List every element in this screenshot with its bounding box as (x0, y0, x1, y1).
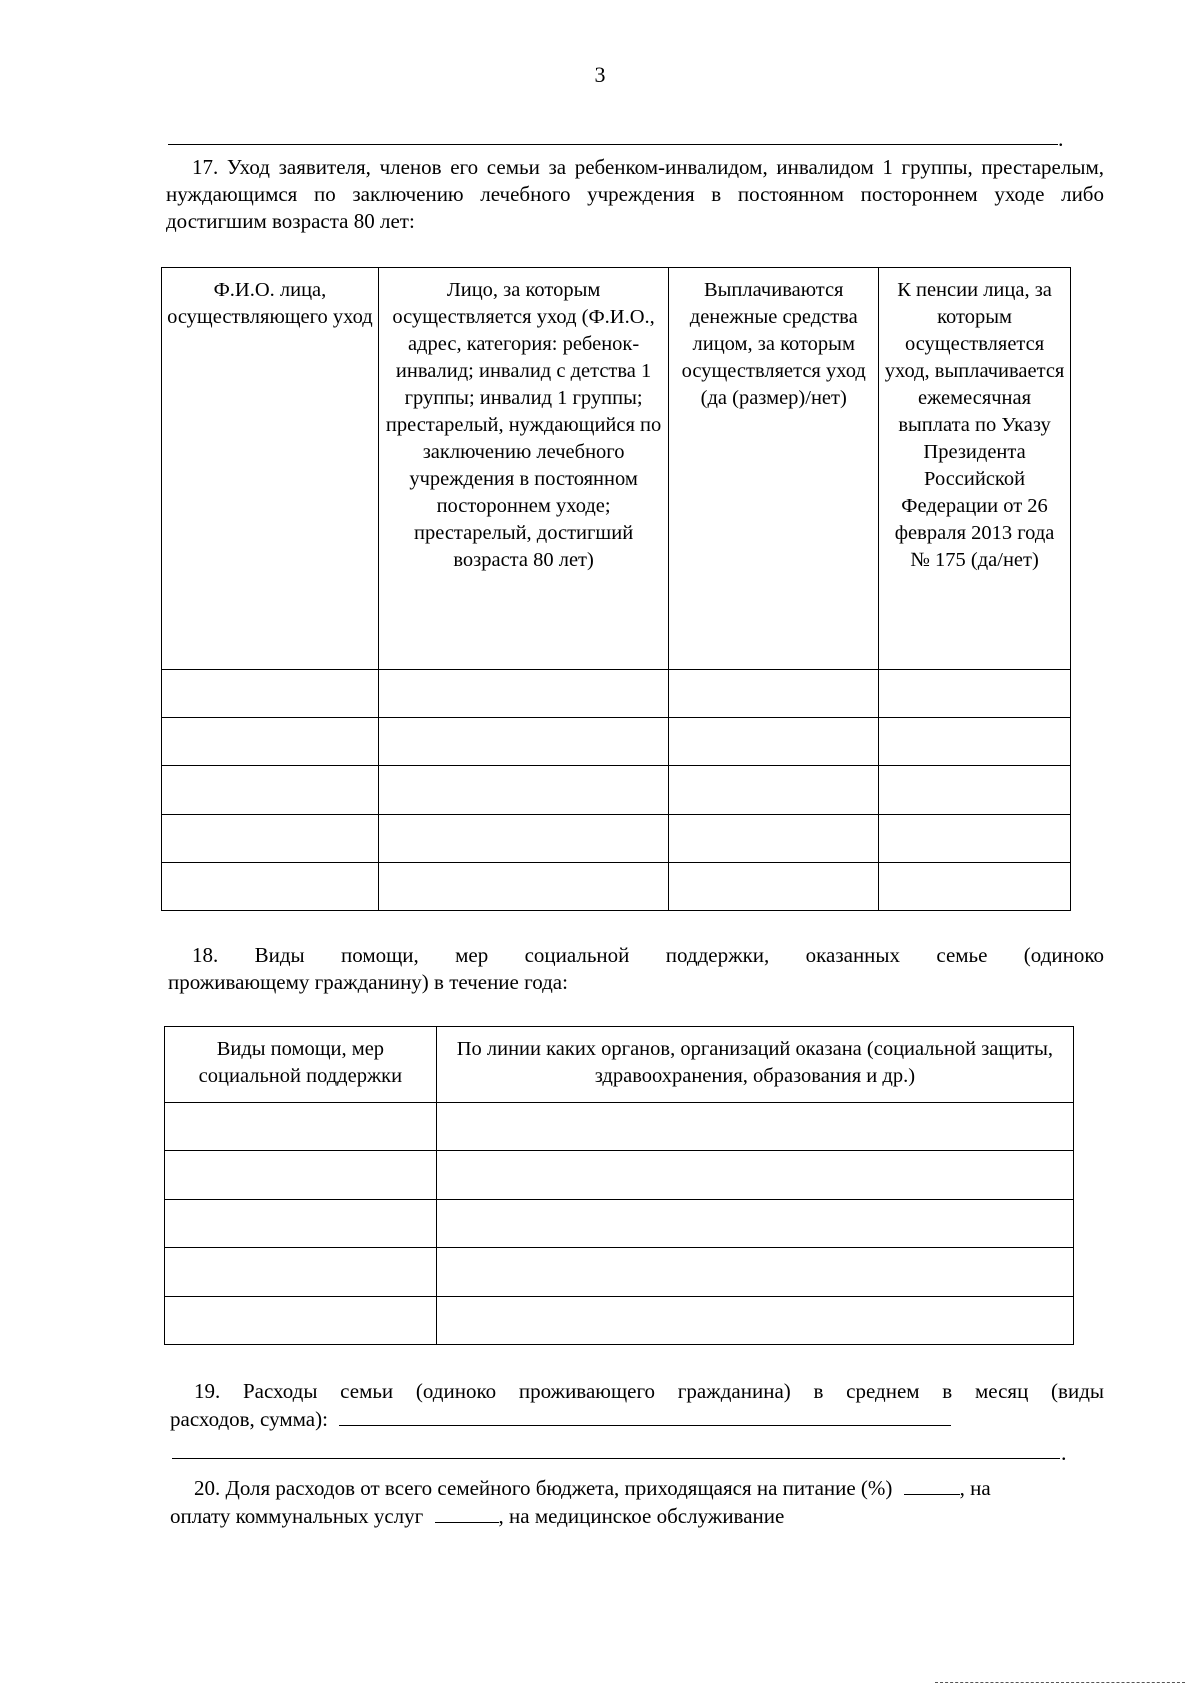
page-number: 3 (594, 62, 606, 87)
support-measures-table (164, 1026, 1074, 1345)
table-cell[interactable] (669, 815, 879, 863)
caregiving-header-row (162, 268, 1071, 670)
header-support-type: Виды помощи, мер социальной поддержки (165, 1027, 437, 1103)
table-cell[interactable] (378, 863, 669, 911)
section-19-line-2: расходов, сумма): (170, 1407, 328, 1431)
table-cell[interactable] (162, 863, 379, 911)
food-share-input[interactable] (904, 1474, 960, 1495)
utilities-share-input[interactable] (435, 1502, 499, 1523)
table-row (162, 670, 1071, 718)
table-cell[interactable] (378, 718, 669, 766)
section-19-text (170, 1378, 1104, 1433)
caregiving-table (161, 267, 1071, 911)
line-end-period: . (1061, 1440, 1067, 1465)
section-18-text (168, 942, 1104, 996)
header-payments: Выплачиваются денежные средства лицом, за которым осуществляется уход (да (размер)/нет) (669, 268, 879, 670)
table-cell[interactable] (669, 718, 879, 766)
table-cell[interactable] (436, 1297, 1073, 1345)
section-18-line-1: 18. Виды помощи, мер социальной поддержки, оказанных семье (одиноко (192, 943, 1104, 967)
table-cell[interactable] (436, 1151, 1073, 1200)
table-cell[interactable] (378, 670, 669, 718)
table-row (162, 718, 1071, 766)
section-20-food-label: 20. Доля расходов от всего семейного бюджета, приходящаяся на питание (%) (194, 1476, 893, 1500)
section-20-medical-label: , на медицинское обслуживание (498, 1504, 785, 1528)
table-row (165, 1248, 1074, 1297)
header-monthly-allowance: К пенсии лица, за которым осуществляется уход, выплачивается ежемесячная выплата по Указу Президента Российской Федерации от 26 февраля 2013 года № 175 (да/нет) (879, 268, 1071, 670)
table-cell[interactable] (162, 815, 379, 863)
table-cell[interactable] (162, 670, 379, 718)
table-cell[interactable] (165, 1103, 437, 1151)
table-cell[interactable] (879, 766, 1071, 815)
table-row (162, 863, 1071, 911)
table-cell[interactable] (669, 863, 879, 911)
table-row (165, 1151, 1074, 1200)
table-cell[interactable] (378, 766, 669, 815)
page-bottom-mark (935, 1682, 1185, 1683)
table-row (162, 766, 1071, 815)
table-cell[interactable] (165, 1151, 437, 1200)
table-row (165, 1200, 1074, 1248)
header-cared-person: Лицо, за которым осуществляется уход (Ф.И.О., адрес, категория: ребенок-инвалид; инвалид с детства 1 группы; инвалид 1 группы; престарелый, нуждающийся по заключению лечебного учреждения в постоянном постороннем уходе; престарелый, достигший возраста 80 лет) (378, 268, 669, 670)
table-cell[interactable] (879, 670, 1071, 718)
table-cell[interactable] (378, 815, 669, 863)
table-cell[interactable] (162, 718, 379, 766)
table-cell[interactable] (879, 863, 1071, 911)
table-row (165, 1297, 1074, 1345)
table-cell[interactable] (669, 766, 879, 815)
table-cell[interactable] (436, 1103, 1073, 1151)
section-20-utilities-label: оплату коммунальных услуг (170, 1504, 424, 1528)
table-cell[interactable] (165, 1200, 437, 1248)
table-row (165, 1103, 1074, 1151)
section-20-text (170, 1474, 1110, 1530)
table-cell[interactable] (162, 766, 379, 815)
expenses-input-line[interactable] (339, 1405, 951, 1426)
section-17-paragraph: 17. Уход заявителя, членов его семьи за ребенком-инвалидом, инвалидом 1 группы, престарелым, нуждающимся по заключению лечебного учреждения в постоянном постороннем уходе либо достигшим возраста 80 лет: (166, 155, 1104, 233)
section-19-line-1: 19. Расходы семьи (одиноко проживающего гражданина) в среднем в месяц (виды (194, 1379, 1104, 1403)
support-header-row (165, 1027, 1074, 1103)
table-cell[interactable] (669, 670, 879, 718)
table-cell[interactable] (165, 1248, 437, 1297)
table-cell[interactable] (436, 1200, 1073, 1248)
fill-line-top (168, 144, 1058, 145)
section-20-sep: , на (959, 1476, 991, 1500)
section-17-text (166, 154, 1104, 235)
table-cell[interactable] (879, 718, 1071, 766)
table-cell[interactable] (436, 1248, 1073, 1297)
table-row (162, 815, 1071, 863)
header-caregiver-name: Ф.И.О. лица, осуществляющего уход (162, 268, 379, 670)
table-cell[interactable] (879, 815, 1071, 863)
expenses-input-line-2[interactable] (172, 1458, 1060, 1459)
line-end-period: . (1058, 126, 1064, 151)
table-cell[interactable] (165, 1297, 437, 1345)
header-organization: По линии каких органов, организаций оказана (социальной защиты, здравоохранения, образования и др.) (436, 1027, 1073, 1103)
section-18-line-2: проживающему гражданину) в течение года: (168, 970, 568, 994)
